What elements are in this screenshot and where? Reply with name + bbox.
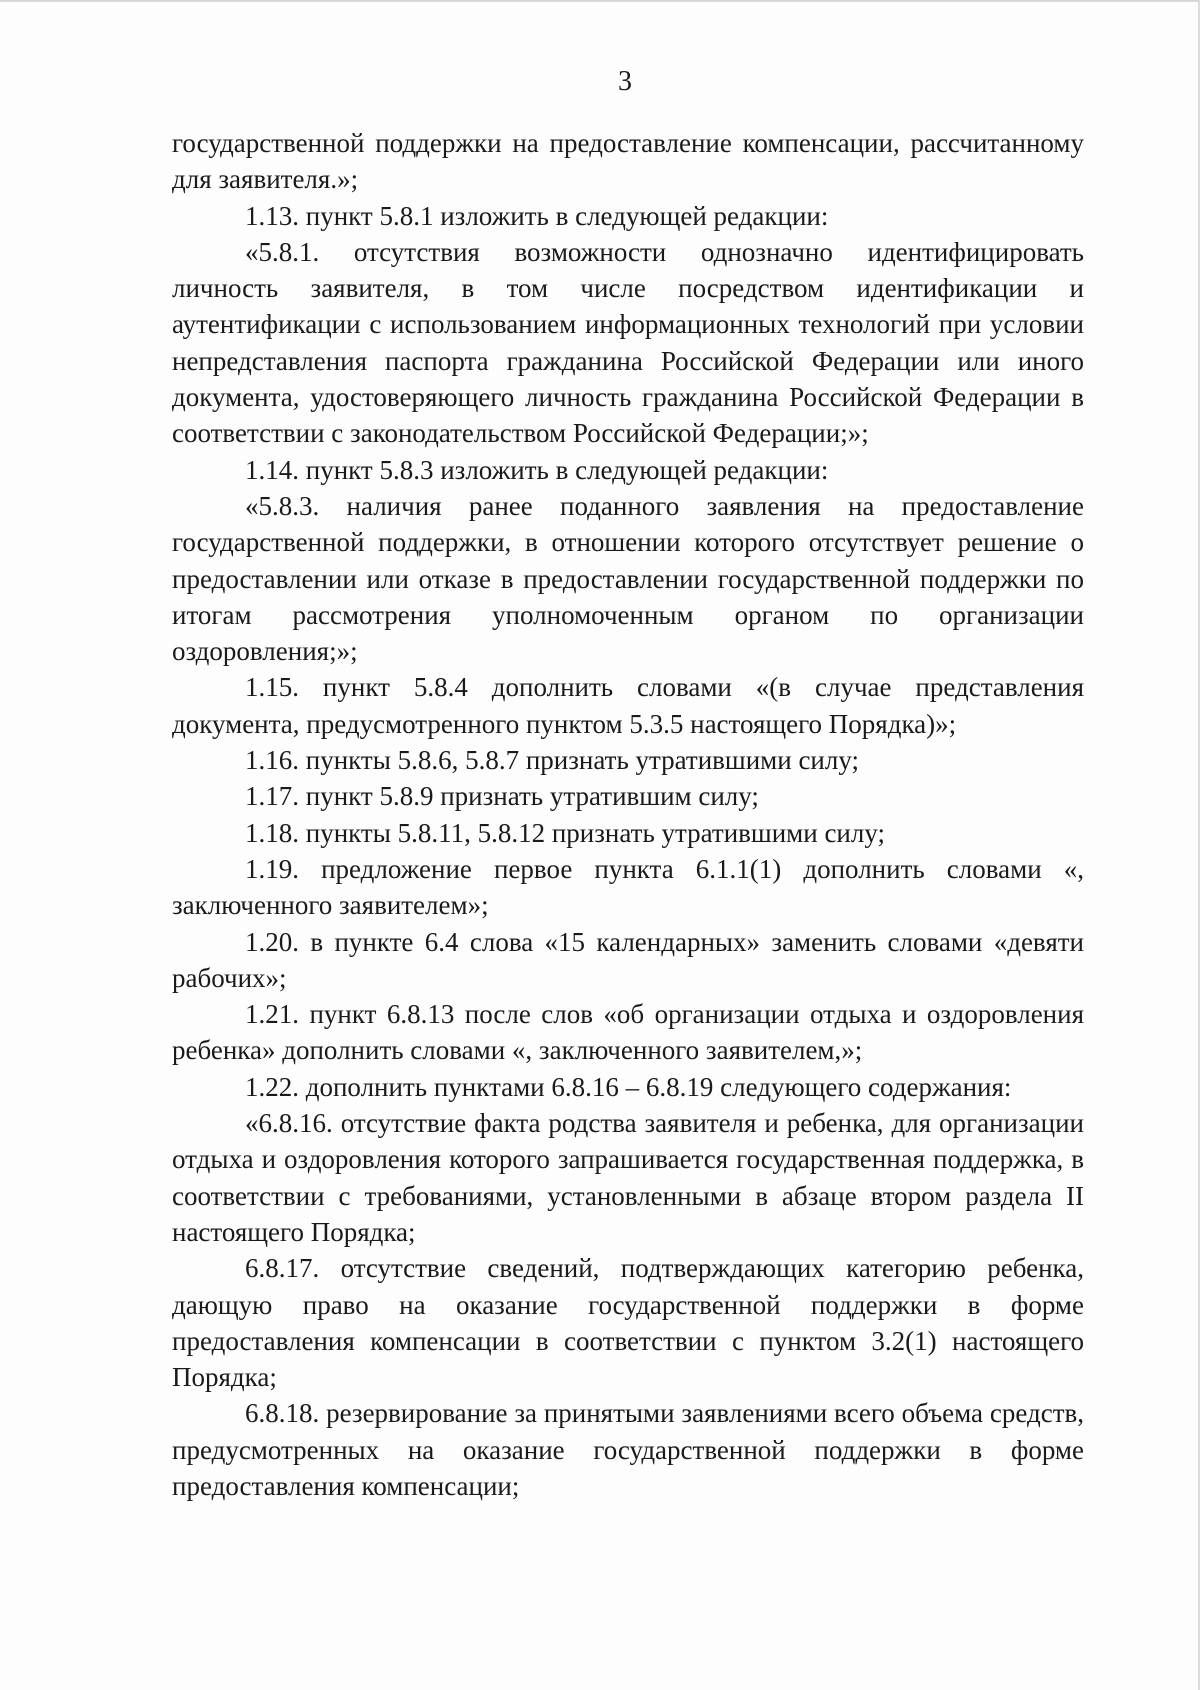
document-body bbox=[172, 125, 1084, 1504]
paragraph-1-15: 1.15. пункт 5.8.4 дополнить словами «(в случае представления документа, предусмотренного пунктом 5.3.5 настоящего Порядка)»; bbox=[172, 672, 1084, 739]
paragraph-1-14: 1.14. пункт 5.8.3 изложить в следующей редакции: bbox=[245, 454, 829, 485]
paragraph-1-20: 1.20. в пункте 6.4 слова «15 календарных» заменить словами «девяти рабочих»; bbox=[172, 926, 1084, 993]
paragraph-1-17: 1.17. пункт 5.8.9 признать утратившим силу; bbox=[245, 781, 759, 812]
paragraph-1-16: 1.16. пункты 5.8.6, 5.8.7 признать утратившими силу; bbox=[245, 745, 859, 776]
paragraph-6-8-16: «6.8.16. отсутствие факта родства заявителя и ребенка, для организации отдыха и оздоровления которого запрашивается государственная поддержка, в соответствии с требованиями, установленными в абзаце втором раздела II настоящего Порядка; bbox=[172, 1108, 1084, 1247]
paragraph-continuation: государственной поддержки на предоставление компенсации, рассчитанному для заявителя.»; bbox=[172, 128, 1084, 195]
paragraph-5-8-3: «5.8.3. наличия ранее поданного заявления на предоставление государственной поддержки, в отношении которого отсутствует решение о предоставлении или отказе в предоставлении государственной поддержки по итогам рассмотрения уполномоченным органом по организации оздоровления;»; bbox=[172, 490, 1084, 667]
paragraph-6-8-18: 6.8.18. резервирование за принятыми заявлениями всего объема средств, предусмотренных на оказание государственной поддержки в форме предоставления компенсации; bbox=[172, 1398, 1084, 1501]
paragraph-6-8-17: 6.8.17. отсутствие сведений, подтверждающих категорию ребенка, дающую право на оказание государственной поддержки в форме предоставления компенсации в соответствии с пунктом 3.2(1) настоящего Порядка; bbox=[172, 1253, 1084, 1393]
paragraph-5-8-1: «5.8.1. отсутствия возможности однозначно идентифицировать личность заявителя, в том числе посредством идентификации и аутентификации с использованием информационных технологий при условии непредставления паспорта гражданина Российской Федерации или иного документа, удостоверяющего личность гражданина Российской Федерации в соответствии с законодательством Российской Федерации;»; bbox=[172, 236, 1084, 449]
paragraph-1-19: 1.19. предложение первое пункта 6.1.1(1) дополнить словами «, заключенного заявителем»; bbox=[172, 853, 1084, 921]
scan-edge-top bbox=[0, 0, 1200, 2]
paragraph-1-18: 1.18. пункты 5.8.11, 5.8.12 признать утратившими силу; bbox=[245, 817, 885, 848]
paragraph-1-21: 1.21. пункт 6.8.13 после слов «об организации отдыха и оздоровления ребенка» дополнить словами «, заключенного заявителем,»; bbox=[172, 999, 1084, 1066]
paragraph-1-22: 1.22. дополнить пунктами 6.8.16 – 6.8.19 следующего содержания: bbox=[245, 1071, 1012, 1102]
page-number: 3 bbox=[618, 66, 632, 97]
paragraph-1-13: 1.13. пункт 5.8.1 изложить в следующей редакции: bbox=[245, 200, 829, 231]
